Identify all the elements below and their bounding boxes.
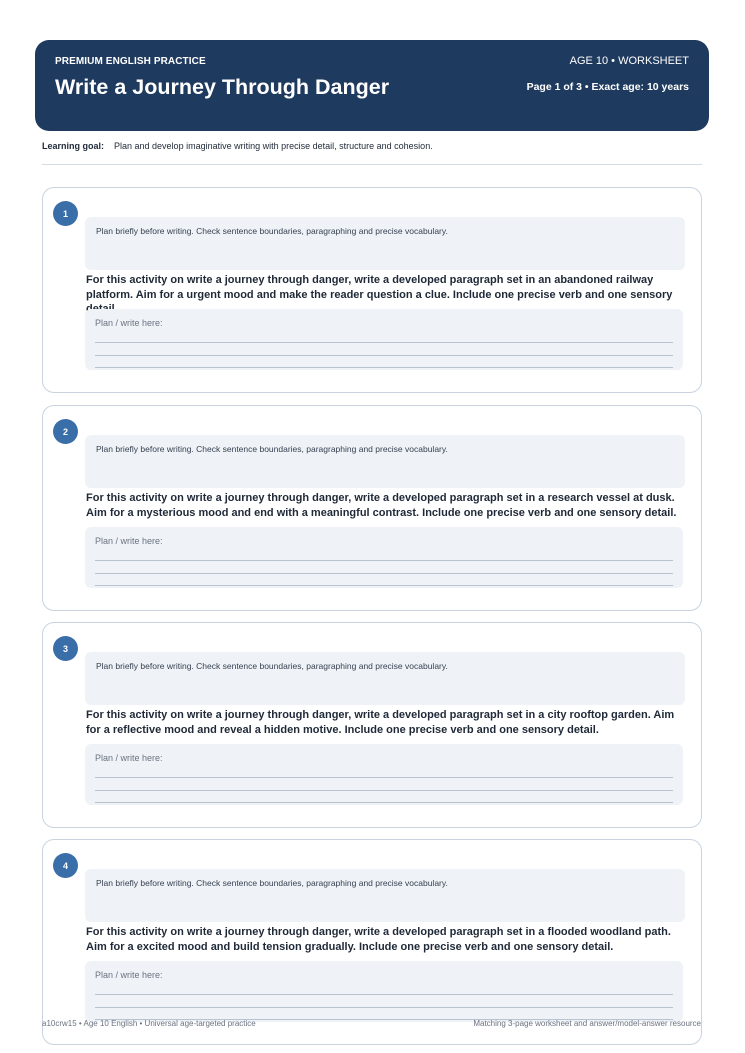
brand-label: PREMIUM ENGLISH PRACTICE	[55, 56, 206, 67]
task-tip: Plan briefly before writing. Check sentence boundaries, paragraphing and precise vocabulary.	[85, 435, 685, 488]
page-title: Write a Journey Through Danger	[55, 75, 390, 99]
worksheet-header	[35, 40, 709, 131]
writing-line	[95, 355, 673, 356]
task-prompt: For this activity on write a journey through danger, write a developed paragraph set in a flooded woodland path. Aim for a excited mood and build tension gradually. Include one precise verb and one sensory detail.	[86, 926, 671, 953]
answer-area[interactable]	[85, 527, 683, 588]
writing-line	[95, 342, 673, 343]
task-tip: Plan briefly before writing. Check sentence boundaries, paragraphing and precise vocabulary.	[85, 217, 685, 270]
answer-area[interactable]	[85, 744, 683, 805]
page-info: Page 1 of 3 • Exact age: 10 years	[526, 81, 689, 93]
learning-goal-label: Learning goal:	[42, 141, 105, 151]
writing-line	[95, 585, 673, 586]
divider	[42, 164, 702, 165]
learning-goal-text: Plan and develop imaginative writing with precise detail, structure and cohesion.	[114, 141, 433, 151]
task-tip: Plan briefly before writing. Check sentence boundaries, paragraphing and precise vocabulary.	[85, 652, 685, 705]
task-number-badge: 3	[53, 636, 78, 661]
answer-label: Plan / write here:	[95, 753, 163, 763]
footer-note: Matching 3-page worksheet and answer/model-answer resource	[473, 1019, 701, 1028]
task-number-badge: 2	[53, 419, 78, 444]
answer-label: Plan / write here:	[95, 318, 163, 328]
writing-line	[95, 777, 673, 778]
task-number-badge: 4	[53, 853, 78, 878]
answer-area[interactable]	[85, 309, 683, 370]
task-prompt: For this activity on write a journey through danger, write a developed paragraph set in a city rooftop garden. Aim for a reflective mood and reveal a hidden motive. Include one precise verb and one sensory detail.	[86, 709, 675, 736]
writing-line	[95, 367, 673, 368]
task-card	[42, 187, 702, 393]
footer-code: a10crw15 • Age 10 English • Universal age-targeted practice	[42, 1019, 256, 1028]
task-prompt: For this activity on write a journey through danger, write a developed paragraph set in a research vessel at dusk. Aim for a mysterious mood and end with a meaningful contrast. Include one precise verb and one sensory detail.	[86, 492, 677, 519]
writing-line	[95, 560, 673, 561]
writing-line	[95, 994, 673, 995]
task-prompt: For this activity on write a journey through danger, write a developed paragraph set in an abandoned railway platform. Aim for a urgent mood and make the reader question a clue. Include one precise verb and one sensory	[86, 274, 673, 301]
writing-line	[95, 802, 673, 803]
age-worksheet-label: AGE 10 • WORKSHEET	[569, 55, 689, 67]
answer-area[interactable]	[85, 961, 683, 1022]
writing-line	[95, 1007, 673, 1008]
writing-line	[95, 573, 673, 574]
writing-line	[95, 790, 673, 791]
task-number-badge: 1	[53, 201, 78, 226]
answer-label: Plan / write here:	[95, 970, 163, 980]
answer-label: Plan / write here:	[95, 536, 163, 546]
task-card	[42, 839, 702, 1045]
task-card	[42, 622, 702, 828]
task-tip: Plan briefly before writing. Check sentence boundaries, paragraphing and precise vocabulary.	[85, 869, 685, 922]
task-card	[42, 405, 702, 611]
learning-goal	[42, 141, 433, 151]
